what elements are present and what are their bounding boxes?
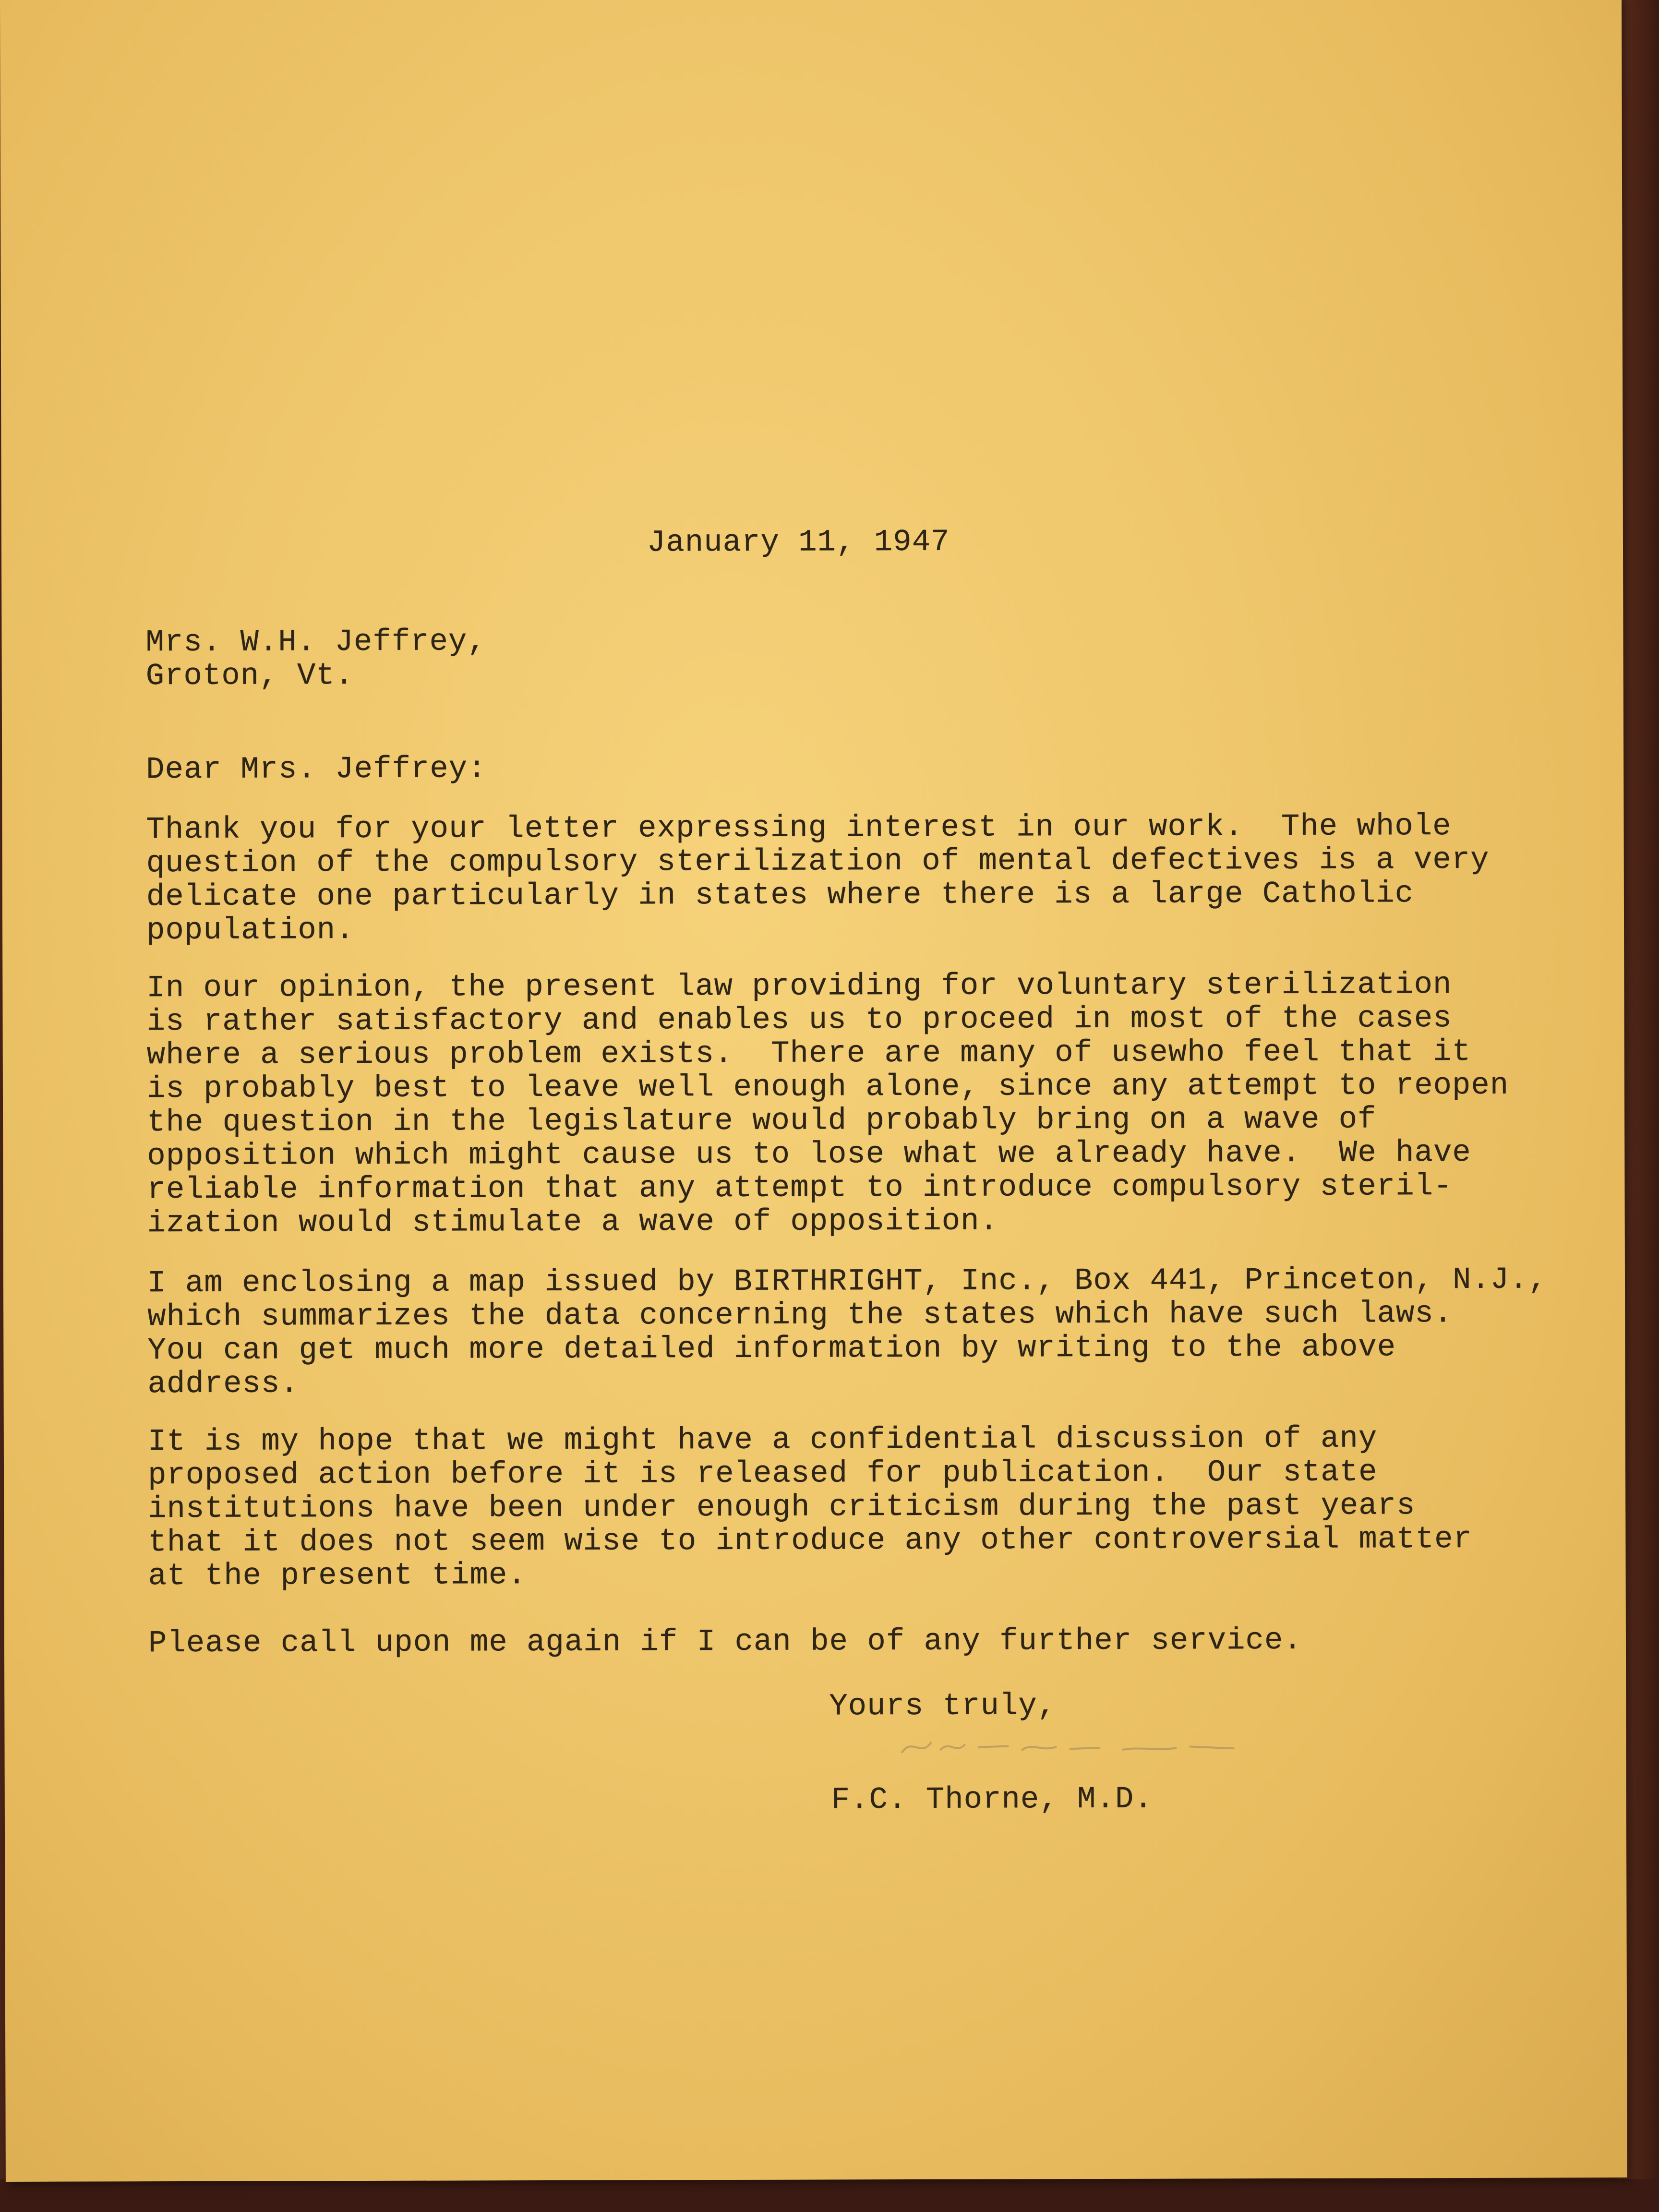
body-paragraph: I am enclosing a map issued by BIRTHRIGHT, Inc., Box 441, Princeton, N.J., which summarizes the data concerning the states which have such laws. You can get much more detailed information by writing to the above address. [147, 1262, 1548, 1402]
salutation: Dear Mrs. Jeffrey: [146, 752, 487, 788]
body-paragraph: Thank you for your letter expressing interest in our work. The whole question of the compulsory sterilization of mental defectives is a very delicate one particularly in states where there is a large Catholic population. [146, 809, 1490, 949]
closing: Yours truly, [829, 1689, 1057, 1724]
body-paragraph: It is my hope that we might have a confidential discussion of any proposed action before it is released for publication. Our state institutions have been under enough criticism during the past years that it does not seem wise to introduce any other controversial matter at the present time. [147, 1421, 1472, 1594]
recipient-name: Mrs. W.H. Jeffrey, [145, 625, 486, 661]
recipient-address: Groton, Vt. [145, 659, 354, 694]
letter-date: January 11, 1947 [647, 525, 950, 561]
table-surface-bottom [0, 2179, 1659, 2212]
signer-name: F.C. Thorne, M.D. [831, 1782, 1153, 1818]
body-paragraph: In our opinion, the present law providing for voluntary sterilization is rather satisfactory and enables us to proceed in most of the cases where a serious problem exists. There are many of usewho feel that it is probably best to leave well enough alone, since any attempt to reopen the question in the legislature would probably bring on a wave of opposition which might cause us to lose what we already have. We have reliable information that any attempt to introduce compulsory steril- ization would stimulate a wave of opposition. [146, 968, 1509, 1241]
body-paragraph: Please call upon me again if I can be of any further service. [148, 1623, 1302, 1661]
recipient-block [145, 625, 486, 693]
faint-signature [897, 1732, 1252, 1762]
